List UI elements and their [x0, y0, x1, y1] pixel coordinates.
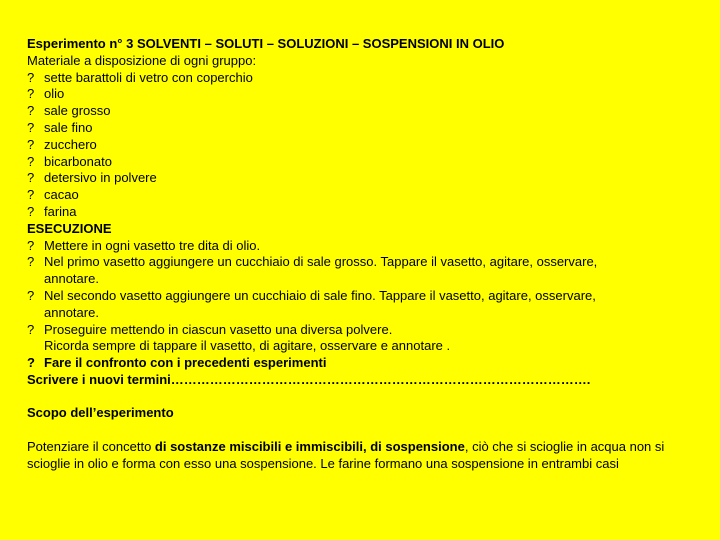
- step-item: [27, 322, 702, 339]
- scope-paragraph: [27, 438, 707, 472]
- bullet-icon: ?: [27, 203, 35, 219]
- bullet-icon: ?: [27, 86, 35, 102]
- bullet-icon: ?: [27, 103, 35, 119]
- list-item: [27, 70, 702, 87]
- materials-list: [27, 70, 702, 221]
- step-item: [27, 254, 702, 271]
- list-item: [27, 120, 702, 137]
- bullet-icon: ?: [27, 287, 35, 303]
- list-item: [27, 103, 702, 120]
- step-item: [27, 288, 702, 305]
- steps-list: [27, 238, 702, 372]
- list-item-label: detersivo in polvere: [44, 170, 157, 186]
- list-item-label: sale fino: [44, 119, 93, 135]
- list-item: [27, 187, 702, 204]
- bullet-icon: ?: [27, 69, 35, 85]
- list-item-label: olio: [44, 86, 65, 102]
- materials-heading: Materiale a disposizione di ogni gruppo:: [27, 52, 257, 68]
- list-item-label: sale grosso: [44, 103, 111, 119]
- list-item-label: zucchero: [44, 136, 97, 152]
- bullet-icon: ?: [27, 153, 35, 169]
- step-text: Mettere in ogni vasetto tre dita di olio.: [44, 237, 261, 253]
- bullet-icon: ?: [27, 355, 35, 371]
- list-item: [27, 154, 702, 171]
- scope-text-start: Potenziare il concetto: [27, 438, 155, 454]
- step-text: Nel primo vasetto aggiungere un cucchiaio di sale grosso. Tappare il vasetto, agitare, osservare,: [44, 254, 598, 270]
- bullet-icon: ?: [27, 187, 35, 203]
- bullet-icon: ?: [27, 136, 35, 152]
- step-continuation: annotare.: [44, 271, 99, 287]
- list-item: [27, 204, 702, 221]
- step-item-compare: [27, 355, 702, 372]
- step-continuation: annotare.: [44, 304, 99, 320]
- list-item-label: sette barattoli di vetro con coperchio: [44, 69, 253, 85]
- list-item: [27, 137, 702, 154]
- page-title: Esperimento n° 3 SOLVENTI – SOLUTI – SOLUZIONI – SOSPENSIONI IN OLIO: [27, 36, 505, 51]
- scope-heading: Scopo dell’esperimento: [27, 404, 174, 420]
- step-text: Nel secondo vasetto aggiungere un cucchiaio di sale fino. Tappare il vasetto, agitare, osservare,: [44, 287, 596, 303]
- scope-text-end: , ciò che si scioglie in acqua non si scioglie in olio e forma con esso una sospensione. Le farine formano una sospensione in entrambi casi: [27, 438, 665, 471]
- list-item: [27, 86, 702, 103]
- bullet-icon: ?: [27, 254, 35, 270]
- list-item-label: farina: [44, 203, 77, 219]
- bullet-icon: ?: [27, 119, 35, 135]
- step-text: Proseguire mettendo in ciascun vasetto una diversa polvere.: [44, 321, 393, 337]
- execution-heading: ESECUZIONE: [27, 220, 112, 236]
- list-item-label: cacao: [44, 187, 79, 203]
- step-text: Fare il confronto con i precedenti esperimenti: [44, 355, 327, 371]
- write-terms: Scrivere i nuovi termini…………………………………………………………………………………….: [27, 371, 591, 387]
- list-item-label: bicarbonato: [44, 153, 112, 169]
- step-item: [27, 238, 702, 255]
- bullet-icon: ?: [27, 321, 35, 337]
- bullet-icon: ?: [27, 237, 35, 253]
- list-item: [27, 170, 702, 187]
- scope-text-bold: di sostanze miscibili e immiscibili, di sospensione: [154, 438, 465, 454]
- step-continuation: Ricorda sempre di tappare il vasetto, di agitare, osservare e annotare .: [44, 338, 451, 354]
- bullet-icon: ?: [27, 170, 35, 186]
